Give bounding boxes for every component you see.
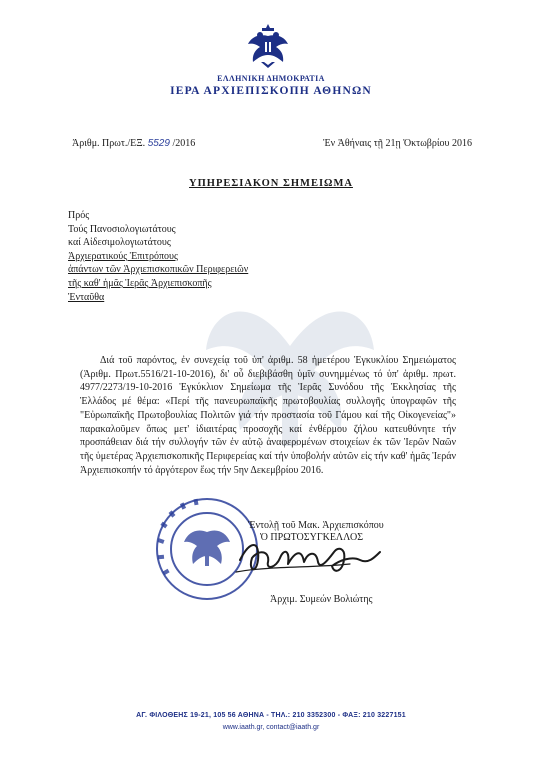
signature-order-line: Ἐντολῇ τοῦ Μακ. Ἀρχιεπισκόπου xyxy=(248,520,384,531)
footer-address: ΑΓ. ΦΙΛΟΘΕΗΣ 19-21, 105 56 ΑΘΗΝΑ - ΤΗΛ.: 210 3352300 - ΦΑΞ: 210 3227151 xyxy=(136,712,406,719)
republic-heading: ΕΛΛΗΝΙΚΗ ΔΗΜΟΚΡΑΤΙΑ xyxy=(217,74,325,83)
double-headed-eagle-icon xyxy=(246,22,290,70)
memo-body xyxy=(80,354,456,477)
recipient-line: Ἀρχιερατικούς Ἐπιτρόπους xyxy=(68,250,178,262)
body-paragraph: Διά τοῦ παρόντος, ἐν συνεχείᾳ τοῦ ὑπ' ἀριθμ. 58 ἡμετέρου Ἐγκυκλίου Σημειώματος (Ἀριθμ. Πρωτ.5516/21-10-2016), δι' οὗ διεβιβάσθη ὑμῖν συνημμένως τό ὑπ' ἀριθμ. πρωτ. 4977/2273/19-10-2016 Ἐγκύκλιον Σημείωμα τῆς Ἱερᾶς Συνόδου τῆς Ἐκκλησίας τῆς Ἑλλάδος μέ θέμα: «Περί τῆς πανευρωπαϊκῆς πρωτοβουλίας συλλογῆς ὑπογραφῶν τῆς "Εὐρωπαϊκῆς Πρωτοβουλίας Πολιτῶν γιά τήν προστασία τοῦ Γάμου καί τῆς Οἰκογενείας"» παρακαλοῦμεν ὅπως μετ' ἰδιαιτέρας προσοχῆς καί ἐνθέρμου ζήλου κατευθύνητε τήν προσπάθειαν διά τήν συλλογήν τῶν ἐν αὐτῷ ἀναφερομένων στοιχείων ἐκ τῶν Ἱερῶν Ναῶν τῆς ὑμετέρας Ἀρχιεπισκοπικῆς Περιφερείας καί τήν ὑποβολήν αὐτῶν εἰς τήν καθ' ἡμᾶς Ἱεράν Ἀρχιεπισκοπήν τό ἀργότερον ἕως τήν 5ην Δεκεμβρίου 2016. xyxy=(80,355,456,476)
footer-contact: www.iaath.gr, contact@iaath.gr xyxy=(222,724,320,731)
handwritten-signature xyxy=(230,530,390,585)
protocol-prefix: Ἀριθμ. Πρωτ./ΕΞ. xyxy=(72,138,146,149)
document-date: Ἐν Ἀθήναις τῇ 21ῃ Ὀκτωβρίου 2016 xyxy=(323,138,472,149)
protocol-number xyxy=(72,138,195,149)
recipient-line: Ἐνταῦθα xyxy=(68,291,105,303)
recipient-line: Τούς Πανοσιολογιωτάτους xyxy=(68,223,176,235)
recipient-line: Πρός xyxy=(68,210,90,221)
memo-title: ΥΠΗΡΕΣΙΑΚΟΝ ΣΗΜΕΙΩΜΑ xyxy=(189,178,353,189)
recipient-line: ἁπάντων τῶν Ἀρχιεπισκοπικῶν Περιφερειῶν xyxy=(68,264,249,276)
recipients-block xyxy=(68,209,248,304)
recipient-line: τῆς καθ' ἡμᾶς Ἱερᾶς Ἀρχιεπισκοπῆς xyxy=(68,277,212,289)
signatory-name: Ἀρχιμ. Συμεών Βολιώτης xyxy=(270,594,373,605)
protocol-year: /2016 xyxy=(172,138,196,149)
archdiocese-heading: ΙΕΡΑ ΑΡΧΙΕΠΙΣΚΟΠΗ ΑΘΗΝΩΝ xyxy=(170,85,372,97)
recipient-line: καί Αἰδεσιμολογιωτάτους xyxy=(68,237,171,249)
signature-title-line: Ὁ ΠΡΩΤΟΣΥΓΚΕΛΛΟΣ xyxy=(260,532,364,543)
protocol-handwritten-number: 5529 xyxy=(147,138,170,149)
